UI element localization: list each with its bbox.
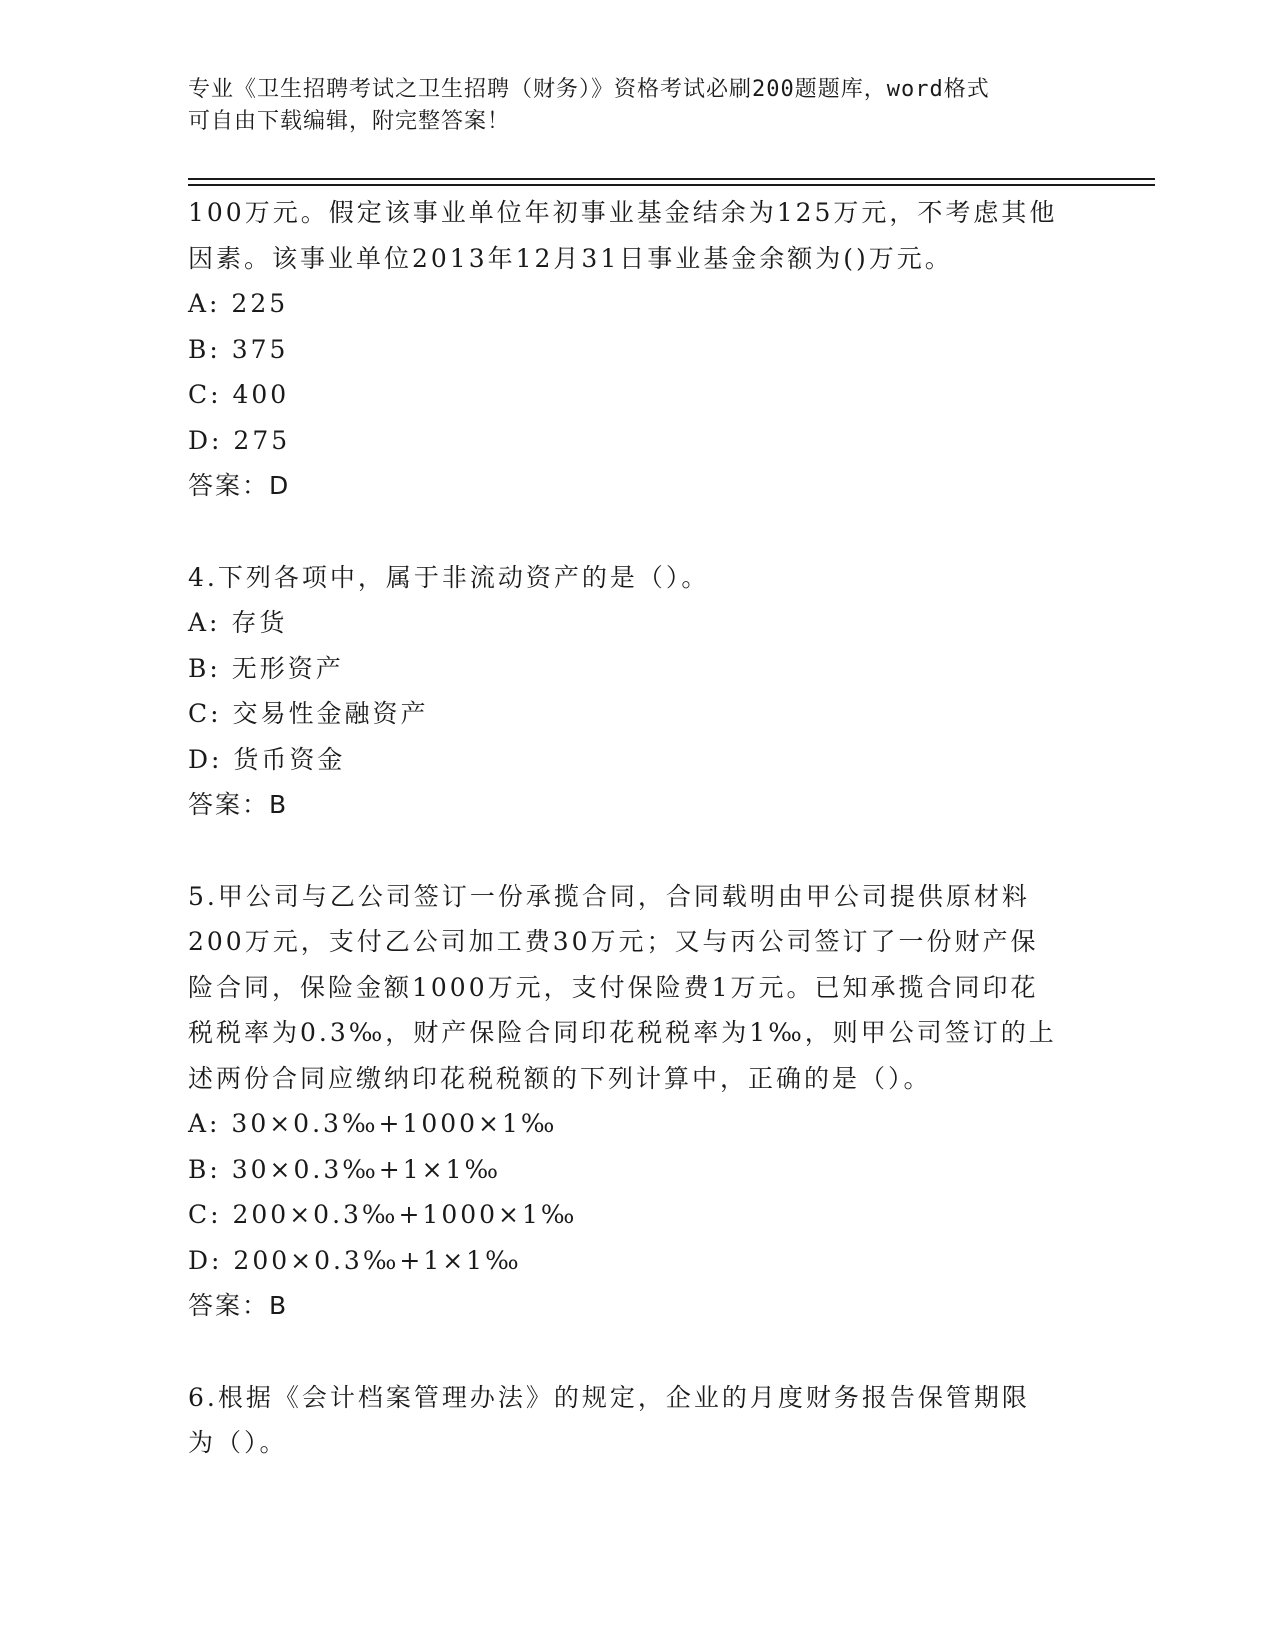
spacer [188,1329,1088,1375]
option-b: B: 375 [188,334,289,364]
header-rule-bottom [188,184,1155,186]
question-3 [188,190,1088,509]
document-body [188,190,1088,1466]
question-6 [188,1375,1088,1466]
answer: 答案：B [188,790,289,819]
question-4 [188,555,1088,828]
document-header [188,74,1088,138]
option-a: A: 30×0.3‰+1000×1‰ [188,1109,558,1138]
option-b: B: 30×0.3‰+1×1‰ [188,1154,502,1184]
question-text: 述两份合同应缴纳印花税税额的下列计算中，正确的是（）。 [188,1063,932,1093]
question-text: 5.甲公司与乙公司签订一份承揽合同，合同载明由甲公司提供原材料 [188,881,1030,911]
question-text: 因素。该事业单位2013年12月31日事业基金余额为()万元。 [188,243,953,273]
option-c: C: 交易性金融资产 [188,699,429,728]
answer: 答案：B [188,1291,289,1320]
question-text: 为（）。 [188,1428,288,1457]
option-c: C: 400 [188,380,290,409]
question-text: 4.下列各项中，属于非流动资产的是（）。 [188,562,710,592]
option-c: C: 200×0.3‰+1000×1‰ [188,1200,578,1229]
question-5 [188,874,1088,1329]
question-text: 100万元。假定该事业单位年初事业基金结余为125万元，不考虑其他 [188,198,1058,227]
option-a: A: 225 [188,289,289,318]
question-text: 险合同，保险金额1000万元，支付保险费1万元。已知承揽合同印花 [188,972,1039,1002]
option-b: B: 无形资产 [188,653,344,683]
option-d: D: 货币资金 [188,744,346,774]
spacer [188,509,1088,555]
question-text: 6.根据《会计档案管理办法》的规定，企业的月度财务报告保管期限 [188,1382,1030,1412]
header-line-2: 可自由下载编辑，附完整答案！ [188,109,511,134]
option-d: D: 200×0.3‰+1×1‰ [188,1245,522,1275]
question-text: 税税率为0.3‰，财产保险合同印花税税率为1‰，则甲公司签订的上 [188,1018,1057,1047]
answer: 答案：D [188,471,291,500]
question-text: 200万元，支付乙公司加工费30万元；又与丙公司签订了一份财产保 [188,927,1039,956]
spacer [188,828,1088,874]
header-rule-top [188,178,1155,180]
option-d: D: 275 [188,425,291,455]
option-a: A: 存货 [188,608,288,637]
header-line-1: 专业《卫生招聘考试之卫生招聘（财务）》资格考试必刷200题题库，word格式 [188,77,990,102]
